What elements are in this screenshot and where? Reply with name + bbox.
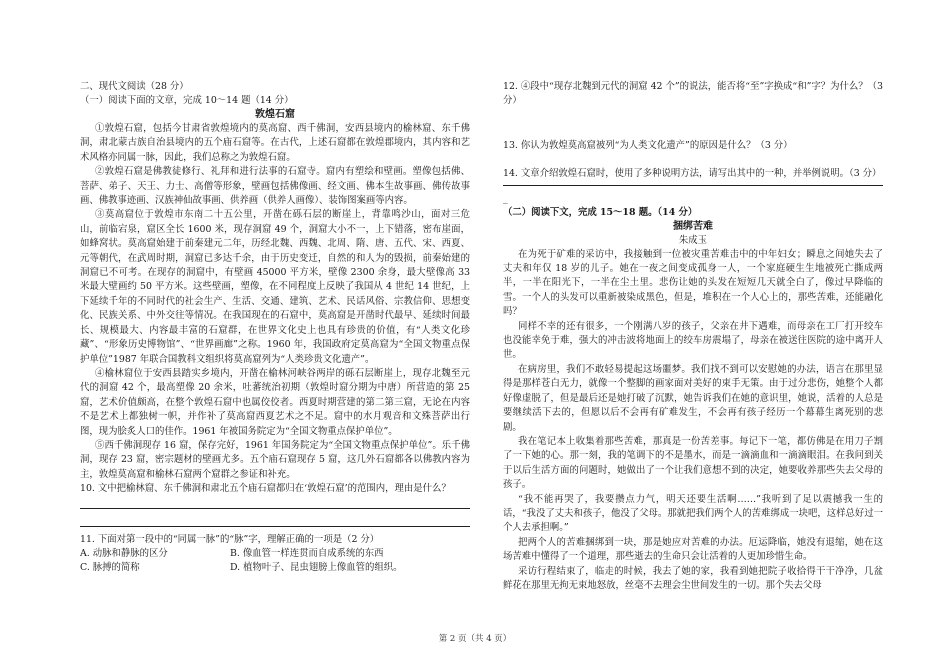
story-paragraph-5: “我不能再哭了，我要攒点力气，明天还要生活啊……”我听到了足以震撼我一生的话，“我没了丈夫和孩子，他没了父母。那就把我们两个人的苦难绑成一块吧，这样总好过一个人去承担啊。” <box>503 493 883 534</box>
story-paragraph-6: 把两个人的苦难捆绑到一块，那是她应对苦难的办法。厄运降临，她没有退缩，她在这场苦难中懂得了一个道理，那些逝去的生命只会让活着的人更加珍惜生命。 <box>503 536 883 563</box>
stray-mark: _ <box>503 192 508 204</box>
article-paragraph-1: ①敦煌石窟，包括今甘肃省敦煌境内的莫高窟、西千佛洞，安西县境内的榆林窟、东千佛洞，肃北蒙古族自治县境内的五个庙石窟等。在古代，上述石窟都在敦煌郡境内，其内容和艺术风格亦同属一脉，因此，我们总称之为敦煌石窟。 <box>80 123 470 163</box>
article-paragraph-2: ②敦煌石窟是佛教徒修行、礼拜和进行法事的石窟寺。窟内有塑绘和壁画。塑像包括佛、菩萨、弟子、天王、力士、高僧等形象，壁画包括佛像画、经文画、佛本生故事画、佛传故事画、佛教事迹画、汉族神仙故事画、供养画（供养人画像）、装饰图案画等内容。 <box>80 166 470 207</box>
answer-line-q10 <box>80 508 470 509</box>
question-11: 11. 下面对第一段中的“同属一脉”的“脉”字，理解正确的一项是（2 分） <box>80 533 380 545</box>
story-paragraph-7: 采访行程结束了，临走的时候，我去了她的家，我看到她把院子收拾得干干净净，几盆鲜花在那里无拘无束地怒放，丝毫不去理会尘世间发生的一切。那个失去父母 <box>503 565 883 591</box>
story-paragraph-2: 同样不幸的还有很多，一个刚满八岁的孩子，父亲在井下遇难，而母亲在工厂打开绞车也没能幸免于难，强大的冲击波将地面上的绞车房震塌了，母亲在被送往医院的途中离开人世。 <box>503 320 883 361</box>
answer-line-q10-b <box>80 526 470 527</box>
left-column <box>80 80 470 575</box>
story-paragraph-4: 我在笔记本上收集着那些苦难，那真是一份苦差事。每记下一笔，都仿佛是在用刀子割了一下她的心。那一刻，我的笔调下的不是墨水，而是一滴滴血和一滴滴眼泪。在我问到关于以后生活方面的问题时，她做出了一个让我们意想不到的决定，她要收养那些失去父母的孩子。 <box>503 435 883 491</box>
option-d: D. 植物叶子、昆虫翅膀上像血管的组织。 <box>230 561 403 573</box>
option-a: A. 动脉和静脉的区分 <box>80 547 168 559</box>
story-paragraph-1: 在为死于矿难的采访中，我接触到一位被灾重苦难击中的中年妇女；瞬息之间她失去了丈夫和年仅 18 岁的儿子。她在一夜之间变成孤身一人，一个家庭硬生生地被死亡撕成两半，一半在阳光下，一半在尘土里。悲伤让她的头发在短短几天就全白了，像过早降临的雪。一个人的头发可以重新被染成黑色，但是，堆积在一个人心上的，那些苦难，还能融化吗？ <box>503 248 883 318</box>
story-title: 捆绑苦难 <box>673 220 713 232</box>
question-10: 10. 文中把榆林窟、东千佛洞和肃北五个庙石窟都归在‘敦煌石窟’的范围内，理由是什么？ <box>80 483 451 495</box>
section-heading: 二、现代文阅读（28 分） <box>80 81 189 92</box>
article-paragraph-4: ④榆林窟位于安西县踏实乡境内，开凿在榆林河峡谷两岸的砾石层断崖上，现存北魏至元代的洞窟 42 个，最高塑像 20 余米，吐蕃统治初期（敦煌时窟分期为中唐）所营造的第 25 窟，艺术价值颇高，在整个敦煌石窟中也属佼佼者。西夏时期营建的第二第三窟，无论在内容不是艺术上都独树一帜，并作补了莫高窟西夏艺术之不足。窟中的水月观音和文殊菩萨出行图，现为脍炙人口的佳作。1961 年被国务院定为“全国文物重点保护单位”。 <box>80 367 470 437</box>
answer-line-q14 <box>503 185 883 186</box>
article-paragraph-3: ③莫高窟位于敦煌市东南二十五公里，开凿在砾石层的断崖上，背靠鸣沙山，面对三危山，前临宕泉，窟区全长 1600 米，现存洞窟 49 个，洞窟大小不一，上下错落，密布崖面，如蜂窝状。莫高窟始建于前秦建元二年，历经北魏、西魏、北周、隋、唐、五代、宋、西夏、元等朝代，在武周时期，洞窟已多达千余，由于历史变迁，自然的和人为的毁损，前秦始建的洞窟已不可考。在现存的洞窟中，有壁画 45000 平方米，壁像 2300 余身，最大壁像高 33 米最大壁画约 50 平方米。这些壁画，塑像，在不同程度上反映了我国从 4 世纪 14 世纪，上下延续千年的不同时代的社会生产、生活、交通、建筑、艺术、民话风俗、宗教信仰、思想变化、民族关系、中外交往等情况。在我国现在的石窟中，莫高窟是开凿时代最早、延续时间最长、规模最大、内容最丰富的石窟群，在世界文化史上也具有珍贵的价值，有“人类文化珍藏”、“形象历史博物馆”、“世界画廊”之称。1960 年，我国政府定莫高窟为“全国文物重点保护单位”1987 年联合国教科文组织将莫高窟列为“人类珍贵文化遗产”。 <box>80 209 470 365</box>
question-13: 13. 你认为敦煌莫高窟被列“为人类文化遗产”的原因是什么？（3 分） <box>503 139 793 151</box>
story-author: 朱成玉 <box>678 234 708 246</box>
right-column <box>503 80 883 593</box>
question-14: 14. 文章介绍敦煌石窟时，使用了多种说明方法，请写出其中的一种，并举例说明。（3 分） <box>503 168 882 180</box>
page-footer: 第 2 页（共 4 页） <box>438 634 512 644</box>
part2-instruction: （二）阅读下文，完成 15～18 题。（14 分） <box>503 206 698 218</box>
option-c: C. 脉搏的简称 <box>80 561 140 573</box>
option-b: B. 像血管一样连贯而自成系统的东西 <box>230 547 384 559</box>
article-title: 敦煌石窟 <box>255 109 295 120</box>
question-11-options <box>80 547 470 575</box>
part1-instruction: （一）阅读下面的文章，完成 10～14 题（14 分） <box>80 95 294 106</box>
article-paragraph-5: ⑤西千佛洞现存 16 窟，保存完好，1961 年国务院定为“全国文物重点保护单位”。乐千佛洞，现存 23 窟，密宗题材的壁画尤多。五个庙石窟现存 5 窟，这几外石窟都各以佛教内容为主，敦煌莫高窟和榆林石窟两个窟群之参证和补充。 <box>80 439 470 480</box>
story-paragraph-3: 在病房里，我们不敢轻易提起这场噩梦。我们找不到可以安慰她的办法，语言在那里显得是那样苍白无力，就像一个整脚的画家面对美好的束手无策。由于过分悲伤，她整个人都好像虚脱了，但是最后还是她打破了沉默，她告诉我们在她的意识里，她说，活着的人总是要继续活下去的，但愿以后不会再有矿难发生，不会再有孩子经历一个幕幕生离死别的悲剧。 <box>503 363 883 433</box>
question-12: 12. ④段中“现存北魏到元代的洞窟 42 个”的说法，能否将“至”字换成“和”字？为什么？（3 分） <box>503 81 883 107</box>
